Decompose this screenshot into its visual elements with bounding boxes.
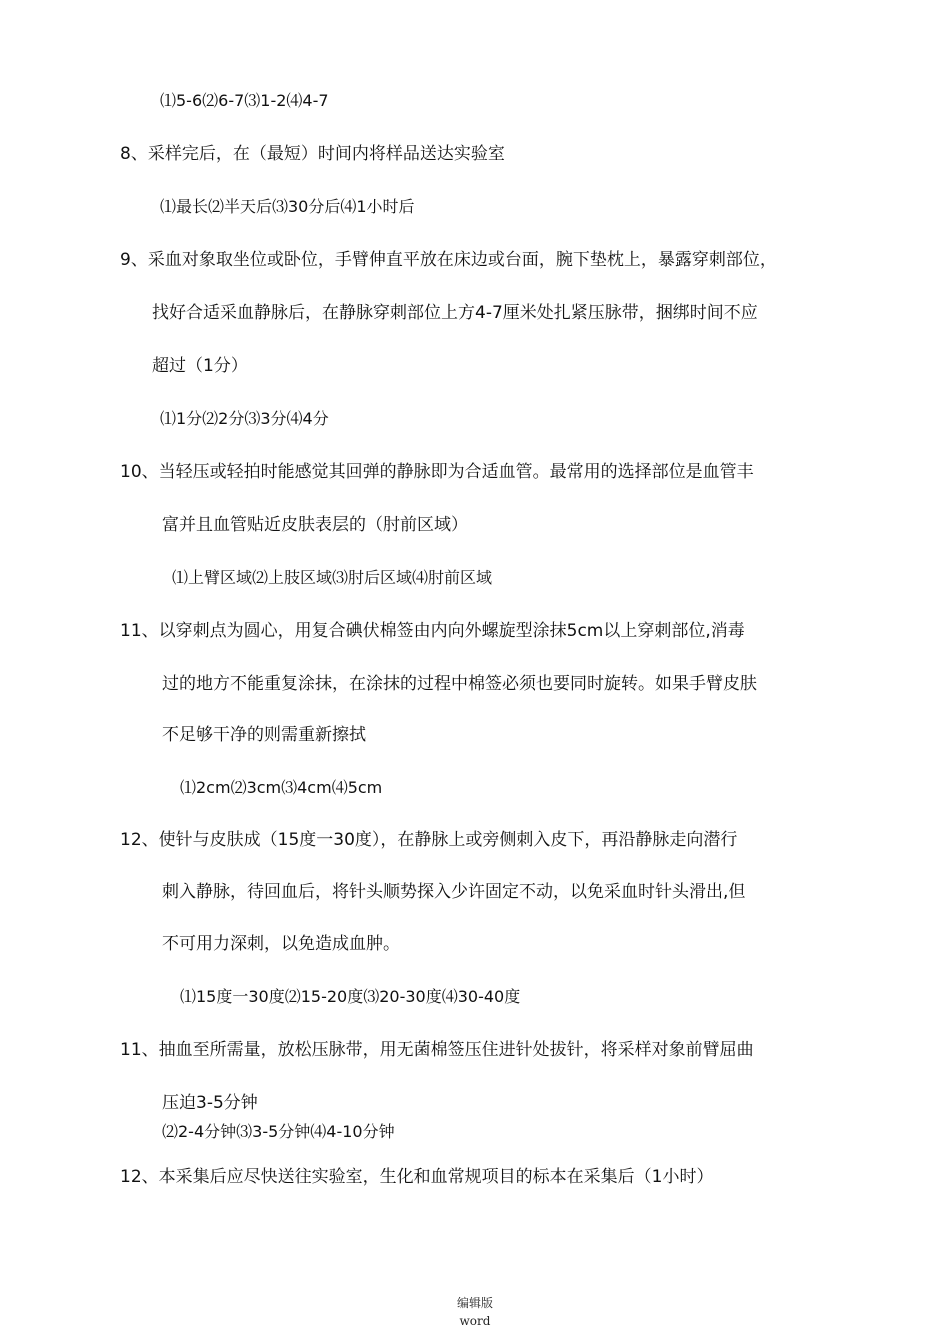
q9-question-line3: 超过（1分） <box>152 356 248 376</box>
q13-options: ⑵2-4分钟⑶3-5分钟⑷4-10分钟 <box>162 1122 395 1141</box>
q10-question-line2: 富并且血管贴近皮肤表层的（肘前区域） <box>162 515 468 535</box>
q11-question-line1: 11、以穿刺点为圆心，用复合碘伏棉签由内向外螺旋型涂抹5cm以上穿刺部位,消毒 <box>120 621 745 641</box>
q11-options: ⑴2cm⑵3cm⑶4cm⑷5cm <box>180 778 383 797</box>
q11-question-line2: 过的地方不能重复涂抹，在涂抹的过程中棉签必须也要同时旋转。如果手臂皮肤 <box>162 674 757 694</box>
q12-options: ⑴15度一30度⑵15-20度⑶20-30度⑷30-40度 <box>180 987 521 1006</box>
q10-question-line1: 10、当轻压或轻拍时能感觉其回弹的静脉即为合适血管。最常用的选择部位是血管丰 <box>120 462 754 482</box>
q9-question-line1: 9、采血对象取坐位或卧位，手臂伸直平放在床边或台面，腕下垫枕上，暴露穿刺部位， <box>120 250 777 270</box>
q10-options: ⑴上臂区域⑵上肢区域⑶肘后区域⑷肘前区域 <box>172 568 493 587</box>
q8-question: 8、采样完后，在（最短）时间内将样品送达实验室 <box>120 144 505 164</box>
q9-question-line2: 找好合适采血静脉后，在静脉穿刺部位上方4-7厘米处扎紧压脉带，捆绑时间不应 <box>152 303 758 323</box>
q13-question-line2: 压迫3-5分钟 <box>162 1093 258 1113</box>
footer-line1: 编辑版 <box>456 1296 493 1310</box>
q12-question-line2: 刺入静脉，待回血后，将针头顺势探入少许固定不动，以免采血时针头滑出,但 <box>162 882 746 902</box>
q13-question-line1: 11、抽血至所需量，放松压脉带，用无菌棉签压住进针处拔针，将采样对象前臂屈曲 <box>120 1040 754 1060</box>
q12-question-line1: 12、使针与皮肤成（15度一30度），在静脉上或旁侧刺入皮下，再沿静脉走向潜行 <box>120 830 738 850</box>
q9-options: ⑴1分⑵2分⑶3分⑷4分 <box>160 409 329 428</box>
q8-options: ⑴最长⑵半天后⑶30分后⑷1小时后 <box>160 197 415 216</box>
q14-question: 12、本采集后应尽快送往实验室，生化和血常规项目的标本在采集后（1小时） <box>120 1167 714 1187</box>
q7-options: ⑴5-6⑵6-7⑶1-2⑷4-7 <box>160 91 329 110</box>
footer-line2: word <box>459 1314 491 1328</box>
q11-question-line3: 不足够干净的则需重新擦拭 <box>162 725 366 745</box>
q12-question-line3: 不可用力深刺，以免造成血肿。 <box>162 934 400 954</box>
